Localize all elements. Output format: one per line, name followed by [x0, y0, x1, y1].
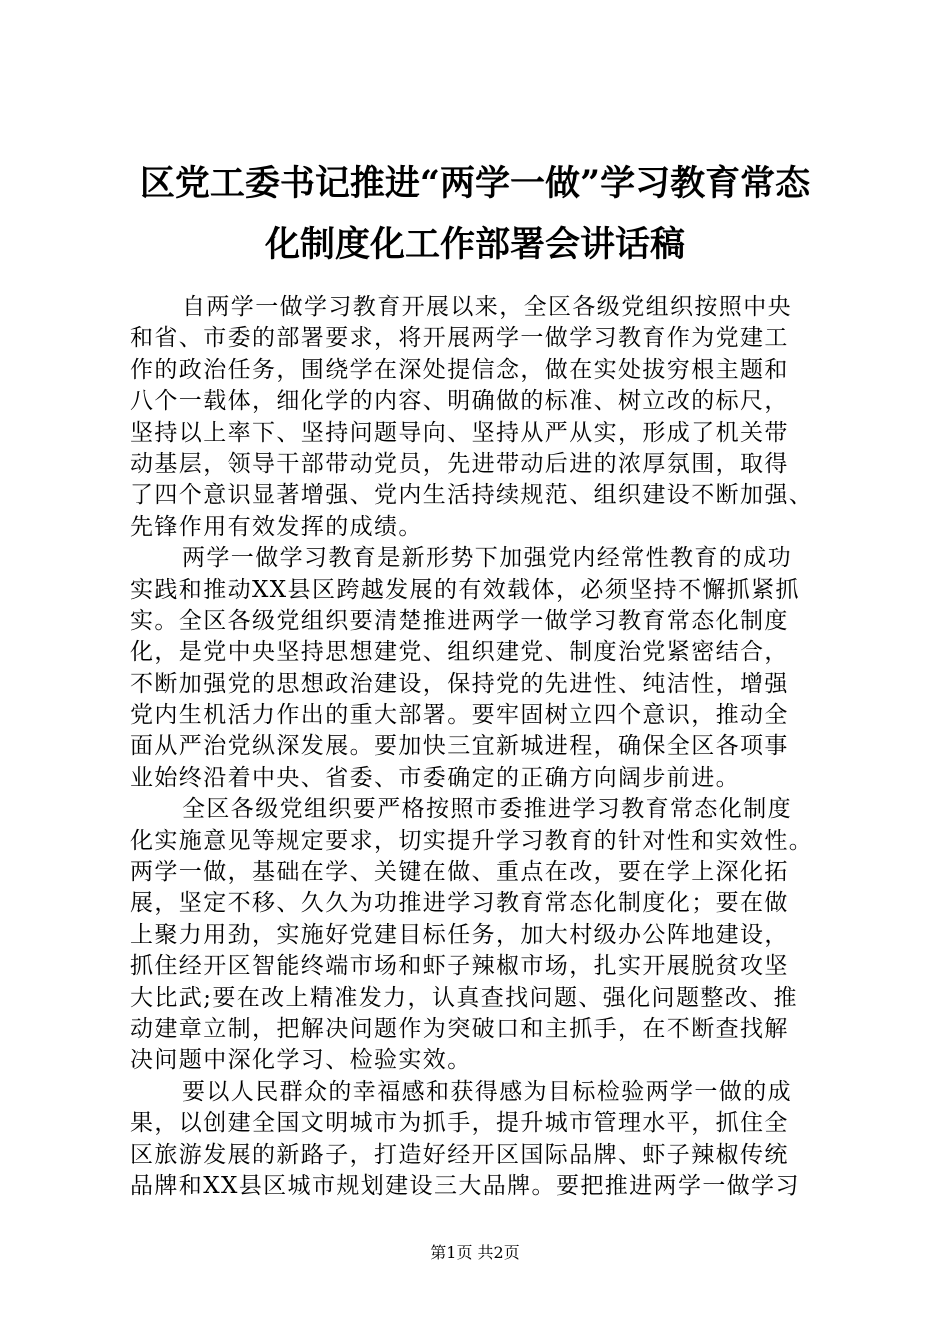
paragraph-2-line: 业始终沿着中央、省委、市委确定的正确方向阔步前进。 — [130, 764, 740, 791]
paragraph-1-line: 了四个意识显著增强、党内生活持续规范、组织建设不断加强、 — [130, 482, 814, 509]
paragraph-3-line: 动建章立制，把解决问题作为突破口和主抓手，在不断查找解 — [130, 1015, 789, 1042]
document-body — [130, 292, 830, 1202]
paragraph-2-line: 实。全区各级党组织要清楚推进两学一做学习教育常态化制度 — [130, 607, 789, 634]
paragraph-4-line: 果，以创建全国文明城市为抓手，提升城市管理水平，抓住全 — [130, 1110, 789, 1137]
paragraph-3-line: 上聚力用劲，实施好党建目标任务，加大村级办公阵地建设， — [130, 921, 789, 948]
paragraph-2-line: 面从严治党纵深发展。要加快三宜新城进程，确保全区各项事 — [130, 733, 789, 760]
paragraph-3-line: 化实施意见等规定要求，切实提升学习教育的针对性和实效性。 — [130, 827, 814, 854]
paragraph-4-line: 区旅游发展的新路子，打造好经开区国际品牌、虾子辣椒传统 — [130, 1141, 789, 1168]
paragraph-3-line: 决问题中深化学习、检验实效。 — [130, 1047, 472, 1074]
document-title-line-1: 区党工委书记推进“两学一做”学习教育常态 — [139, 163, 811, 204]
paragraph-3-line: 大比武;要在改上精准发力，认真查找问题、强化问题整改、推 — [130, 984, 798, 1011]
paragraph-4-line: 要以人民群众的幸福感和获得感为目标检验两学一做的成 — [182, 1078, 792, 1105]
paragraph-1-line: 作的政治任务，围绕学在深处提信念，做在实处拔穷根主题和 — [130, 356, 789, 383]
paragraph-3-line: 展，坚定不移、久久为功推进学习教育常态化制度化；要在做 — [130, 890, 789, 917]
paragraph-2-line: 两学一做学习教育是新形势下加强党内经常性教育的成功 — [182, 545, 792, 572]
page-number-footer: 第1页 共2页 — [430, 1243, 520, 1262]
paragraph-1-line: 八个一载体，细化学的内容、明确做的标准、树立改的标尺， — [130, 388, 789, 415]
paragraph-1-line: 先锋作用有效发挥的成绩。 — [130, 513, 423, 540]
paragraph-3-line: 抓住经开区智能终端市场和虾子辣椒市场，扎实开展脱贫攻坚 — [130, 953, 789, 980]
paragraph-2-line: 化，是党中央坚持思想建党、组织建党、制度治党紧密结合， — [130, 639, 789, 666]
document-title-line-2: 化制度化工作部署会讲话稿 — [264, 224, 685, 265]
paragraph-1-line: 动基层，领导干部带动党员，先进带动后进的浓厚氛围，取得 — [130, 450, 789, 477]
paragraph-2-line: 实践和推动XX县区跨越发展的有效载体，必须坚持不懈抓紧抓 — [130, 576, 800, 603]
paragraph-1-line: 和省、市委的部署要求，将开展两学一做学习教育作为党建工 — [130, 325, 789, 352]
paragraph-3-line: 两学一做，基础在学、关键在做、重点在改，要在学上深化拓 — [130, 859, 789, 886]
paragraph-1-line: 坚持以上率下、坚持问题导向、坚持从严从实，形成了机关带 — [130, 419, 789, 446]
paragraph-3-line: 全区各级党组织要严格按照市委推进学习教育常态化制度 — [182, 796, 792, 823]
paragraph-2-line: 不断加强党的思想政治建设，保持党的先进性、纯洁性，增强 — [130, 670, 789, 697]
paragraph-1-line: 自两学一做学习教育开展以来，全区各级党组织按照中央 — [182, 294, 792, 320]
paragraph-4-line: 品牌和XX县区城市规划建设三大品牌。要把推进两学一做学习 — [130, 1172, 800, 1199]
paragraph-2-line: 党内生机活力作出的重大部署。要牢固树立四个意识，推动全 — [130, 702, 789, 729]
